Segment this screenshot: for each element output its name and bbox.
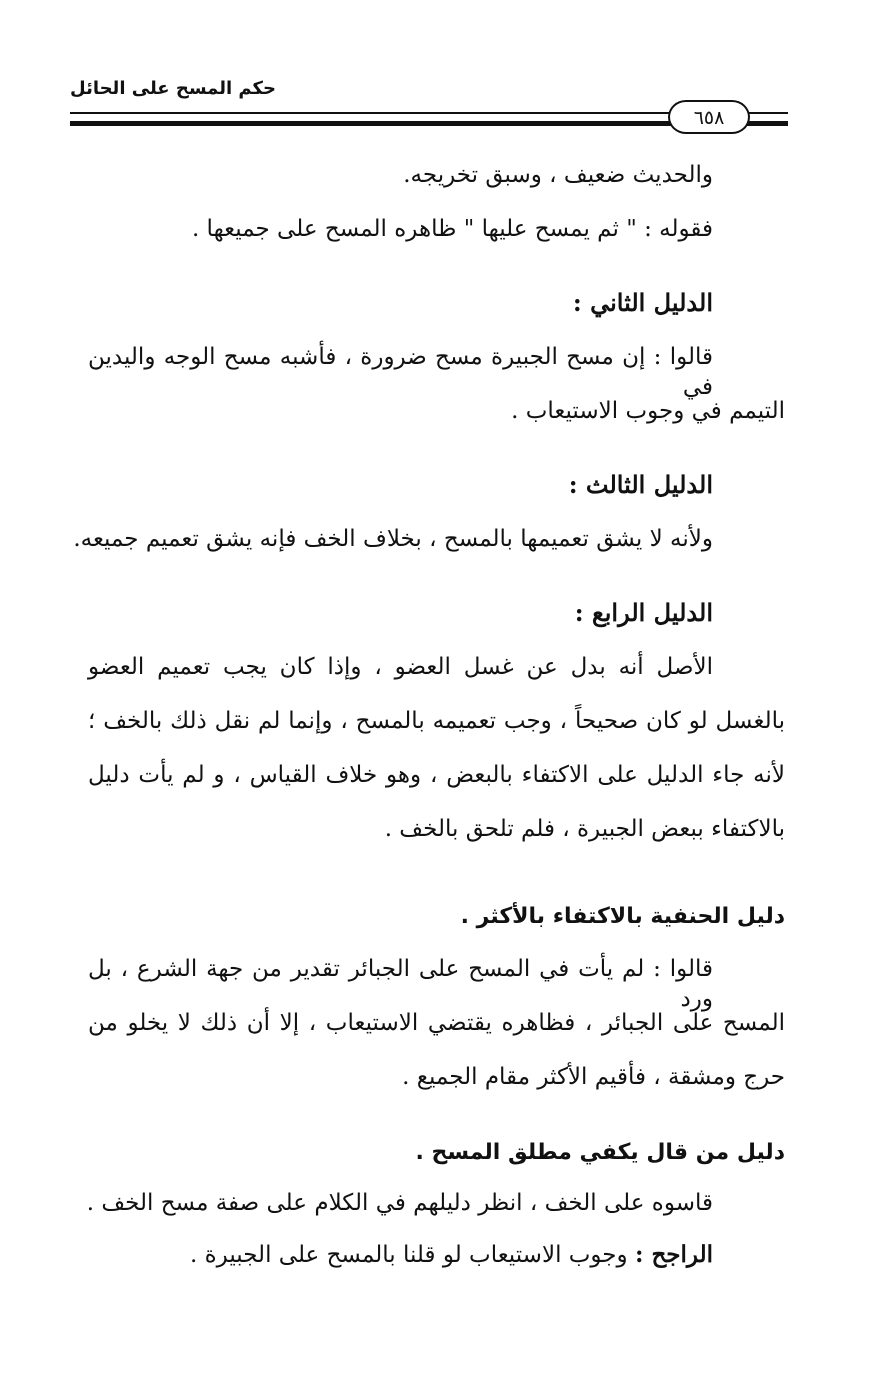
- conclusion-text: وجوب الاستيعاب لو قلنا بالمسح على الجبيرة .: [189, 1242, 635, 1268]
- text-line: المسح على الجبائر ، فظاهره يقتضي الاستيعاب ، إلا أن ذلك لا يخلو من: [88, 1010, 785, 1036]
- conclusion-line: [190, 1240, 713, 1270]
- text-line: لأنه جاء الدليل على الاكتفاء بالبعض ، وهو خلاف القياس ، و لم يأت دليل: [88, 762, 785, 788]
- text-line: بالاكتفاء ببعض الجبيرة ، فلم تلحق بالخف .: [384, 816, 785, 842]
- text-line: والحديث ضعيف ، وسبق تخريجه.: [403, 162, 713, 188]
- text-line: قاسوه على الخف ، انظر دليلهم في الكلام على صفة مسح الخف .: [86, 1190, 713, 1216]
- text-line: التيمم في وجوب الاستيعاب .: [511, 398, 785, 424]
- conclusion-label: الراجح :: [634, 1241, 713, 1268]
- section-heading: دليل الحنفية بالاكتفاء بالأكثر .: [460, 904, 785, 929]
- text-line: قالوا : لم يأت في المسح على الجبائر تقدير من جهة الشرع ، بل ورد: [88, 956, 713, 1012]
- section-heading: الدليل الثاني :: [572, 288, 713, 317]
- section-heading: دليل من قال يكفي مطلق المسح .: [415, 1140, 785, 1165]
- section-heading: الدليل الرابع :: [574, 598, 713, 627]
- text-line: قالوا : إن مسح الجبيرة مسح ضرورة ، فأشبه مسح الوجه واليدين في: [88, 344, 713, 400]
- text-line: الأصل أنه بدل عن غسل العضو ، وإذا كان يجب تعميم العضو: [88, 654, 713, 680]
- page-number: ٦٥٨: [668, 100, 750, 134]
- text-line: حرج ومشقة ، فأقيم الأكثر مقام الجميع .: [402, 1064, 785, 1090]
- text-line: بالغسل لو كان صحيحاً ، وجب تعميمه بالمسح ، وإنما لم نقل ذلك بالخف ؛: [88, 708, 785, 734]
- text-line: فقوله : " ثم يمسح عليها " ظاهره المسح على جميعها .: [191, 216, 713, 242]
- section-heading: الدليل الثالث :: [568, 470, 713, 499]
- running-title: حكم المسح على الحائل: [70, 78, 276, 99]
- text-line: ولأنه لا يشق تعميمها بالمسح ، بخلاف الخف فإنه يشق تعميم جميعه.: [73, 526, 713, 552]
